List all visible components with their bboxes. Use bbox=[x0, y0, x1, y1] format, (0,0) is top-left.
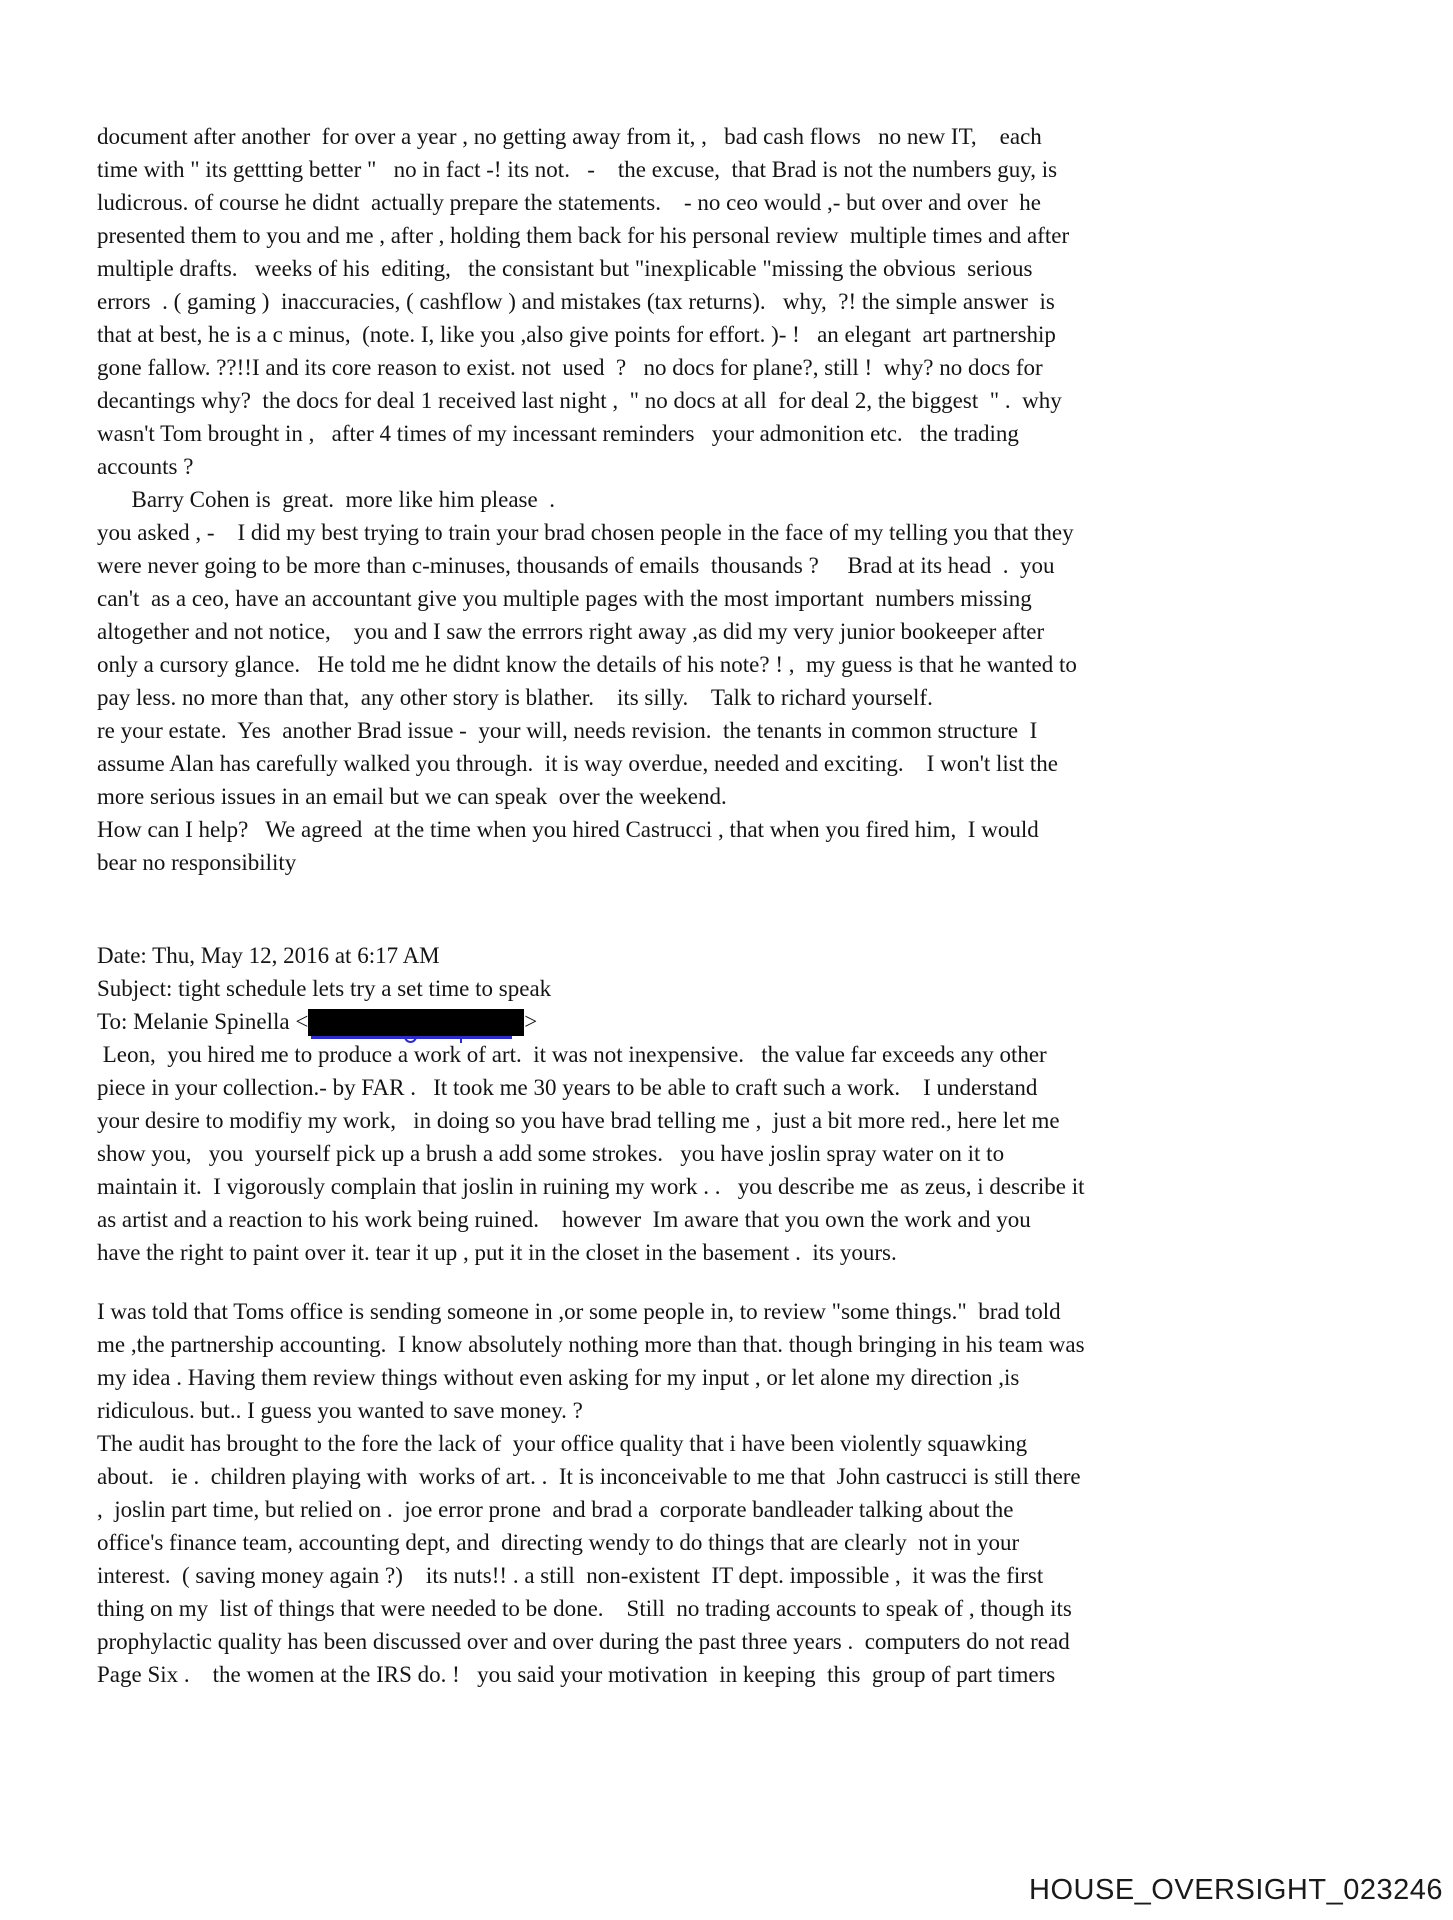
text-line: Date: Thu, May 12, 2016 at 6:17 AM bbox=[97, 943, 440, 968]
email-text-content bbox=[97, 120, 1397, 1691]
redacted-email-address bbox=[308, 1009, 524, 1036]
text-line: interest. ( saving money again ?) its nuts!! . a still non-existent IT dept. impossible , it was the first bbox=[97, 1563, 1044, 1588]
quoted-message-body bbox=[97, 1038, 1397, 1269]
text-line: me ,the partnership accounting. I know absolutely nothing more than that. though bringing in his team was bbox=[97, 1332, 1085, 1357]
text-line: Leon, you hired me to produce a work of art. it was not inexpensive. the value far exceeds any other bbox=[97, 1042, 1047, 1067]
redaction-box bbox=[308, 1009, 524, 1036]
text-line: Subject: tight schedule lets try a set time to speak bbox=[97, 976, 552, 1001]
text-line: maintain it. I vigorously complain that joslin in ruining my work . . you describe me as zeus, i describe it bbox=[97, 1174, 1085, 1199]
text-line: your desire to modifiy my work, in doing so you have brad telling me , just a bit more red., here let me bbox=[97, 1108, 1060, 1133]
text-line: time with " its gettting better " no in fact -! its not. - the excuse, that Brad is not the numbers guy, is bbox=[97, 157, 1058, 182]
bates-number: HOUSE_OVERSIGHT_023246 bbox=[1029, 1874, 1443, 1906]
text-line: ludicrous. of course he didnt actually prepare the statements. - no ceo would ,- but over and over he bbox=[97, 190, 1041, 215]
text-line: wasn't Tom brought in , after 4 times of my incessant reminders your admonition etc. the trading bbox=[97, 421, 1019, 446]
text-line: ridiculous. but.. I guess you wanted to save money. ? bbox=[97, 1398, 583, 1423]
text-line: multiple drafts. weeks of his editing, the consistant but "inexplicable "missing the obvious serious bbox=[97, 256, 1033, 281]
text-line: can't as a ceo, have an accountant give you multiple pages with the most important numbers missing bbox=[97, 586, 1032, 611]
quoted-message-body-continued bbox=[97, 1295, 1397, 1691]
text-line: document after another for over a year , no getting away from it, , bad cash flows no new IT, each bbox=[97, 124, 1042, 149]
to-line-suffix: > bbox=[524, 1009, 538, 1034]
text-line: were never going to be more than c-minuses, thousands of emails thousands ? Brad at its head . you bbox=[97, 553, 1055, 578]
text-line: errors . ( gaming ) inaccuracies, ( cashflow ) and mistakes (tax returns). why, ?! the simple answer is bbox=[97, 289, 1055, 314]
text-line: altogether and not notice, you and I saw the errrors right away ,as did my very junior bookeeper after bbox=[97, 619, 1045, 644]
text-line: prophylactic quality has been discussed over and over during the past three years . computers do not read bbox=[97, 1629, 1070, 1654]
paragraph-gap bbox=[97, 879, 1397, 939]
text-line: show you, you yourself pick up a brush a add some strokes. you have joslin spray water on it to bbox=[97, 1141, 1005, 1166]
text-line: I was told that Toms office is sending someone in ,or some people in, to review "some things." brad told bbox=[97, 1299, 1061, 1324]
text-line: piece in your collection.- by FAR . It took me 30 years to be able to craft such a work. I understand bbox=[97, 1075, 1038, 1100]
text-line: , joslin part time, but relied on . joe error prone and brad a corporate bandleader talking about the bbox=[97, 1497, 1014, 1522]
text-line: you asked , - I did my best trying to train your brad chosen people in the face of my telling you that they bbox=[97, 520, 1074, 545]
text-line: thing on my list of things that were needed to be done. Still no trading accounts to speak of , though its bbox=[97, 1596, 1072, 1621]
text-line: The audit has brought to the fore the lack of your office quality that i have been violently squawking bbox=[97, 1431, 1028, 1456]
text-line: presented them to you and me , after , holding them back for his personal review multiple times and after bbox=[97, 223, 1070, 248]
text-line: assume Alan has carefully walked you through. it is way overdue, needed and exciting. I won't list the bbox=[97, 751, 1058, 776]
text-line: decantings why? the docs for deal 1 received last night , " no docs at all for deal 2, the biggest " . why bbox=[97, 388, 1062, 413]
text-line: office's finance team, accounting dept, and directing wendy to do things that are clearly not in your bbox=[97, 1530, 1020, 1555]
text-line: my idea . Having them review things without even asking for my input , or let alone my direction ,is bbox=[97, 1365, 1020, 1390]
text-line: about. ie . children playing with works of art. . It is inconceivable to me that John castrucci is still there bbox=[97, 1464, 1081, 1489]
paragraph-gap bbox=[97, 1269, 1397, 1295]
quoted-email-header bbox=[97, 939, 1397, 1005]
text-line: only a cursory glance. He told me he didnt know the details of his note? ! , my guess is that he wanted to bbox=[97, 652, 1077, 677]
text-line: gone fallow. ??!!I and its core reason to exist. not used ? no docs for plane?, still ! why? no docs for bbox=[97, 355, 1043, 380]
reply-message-body bbox=[97, 120, 1397, 879]
email-to-line bbox=[97, 1005, 1397, 1038]
text-line: pay less. no more than that, any other story is blather. its silly. Talk to richard yourself. bbox=[97, 685, 933, 710]
text-line: re your estate. Yes another Brad issue - your will, needs revision. the tenants in common structure I bbox=[97, 718, 1038, 743]
text-line: Barry Cohen is great. more like him please . bbox=[97, 487, 555, 512]
text-line: How can I help? We agreed at the time when you hired Castrucci , that when you fired him, I would bbox=[97, 817, 1039, 842]
text-line: as artist and a reaction to his work being ruined. however Im aware that you own the work and you bbox=[97, 1207, 1031, 1232]
text-line: accounts ? bbox=[97, 454, 194, 479]
text-line: more serious issues in an email but we can speak over the weekend. bbox=[97, 784, 727, 809]
text-line: have the right to paint over it. tear it up , put it in the closet in the basement . its yours. bbox=[97, 1240, 897, 1265]
to-line-prefix: To: Melanie Spinella < bbox=[97, 1009, 309, 1034]
text-line: bear no responsibility bbox=[97, 850, 297, 875]
text-line: Page Six . the women at the IRS do. ! you said your motivation in keeping this group of part timers bbox=[97, 1662, 1056, 1687]
text-line: that at best, he is a c minus, (note. I, like you ,also give points for effort. )- ! an elegant art partnership bbox=[97, 322, 1056, 347]
